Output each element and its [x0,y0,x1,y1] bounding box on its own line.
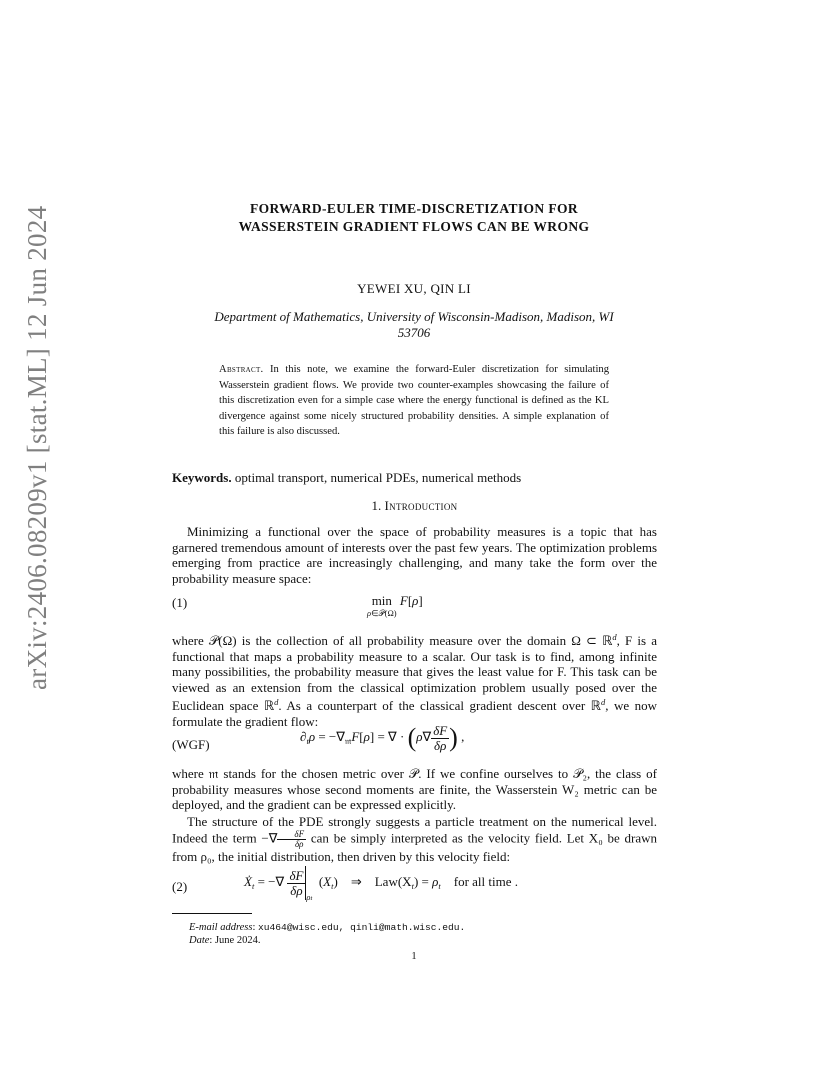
equation-wgf-label: (WGF) [172,737,210,752]
paragraph-2-part-d: , we now formulate the gradient flow: [172,698,658,729]
footnote-email-label: E-mail address [189,922,253,933]
section-title: Introduction [384,498,458,513]
equation-2-for-all-time: for all time . [453,873,518,889]
keywords-label: Keywords. [172,470,232,485]
keywords-text: optimal transport, numerical PDEs, numerical methods [234,470,522,485]
paragraph-2-part-a: where 𝒫(Ω) is the collection of all probability measure over the domain Ω ⊂ ℝ [172,633,613,648]
section-heading [172,498,657,514]
equation-2-law: Law(X [374,873,412,889]
footnote-email: E-mail address: xu464@wisc.edu, qinli@math.wisc.edu. [189,922,466,933]
title-line-2: WASSERSTEIN GRADIENT FLOWS CAN BE WRONG [238,219,590,234]
keywords [172,470,657,486]
section-number: 1. [371,498,382,513]
equation-1-label: (1) [172,595,188,610]
affiliation-line-1: Department of Mathematics, University of Wisconsin-Madison, Madison, WI [214,309,614,324]
paragraph-4-part-a: The structure of the PDE strongly suggests a particle treatment on the numerical level. Indeed the term −∇ [172,814,657,846]
abstract-heading: Abstract. [219,364,264,375]
equation-2: Ẋ$_t$ = −∇ $\frac{\delta F}{\delta\rho}$ $_{\rho t}$ $(X_t)$ ⇒ $Law(X_t) = \rho_t$ for all time . [244,867,518,902]
authors: YEWEI XU, QIN LI [357,281,471,296]
equation-2-label: (2) [172,879,188,894]
page-number: 1 [411,951,417,962]
equation-1: min ρ∈𝒫(Ω) F[ρ] [367,593,423,618]
affiliation [172,309,656,341]
paragraph-2-part-c: . As a counterpart of the classical gradient descent over ℝ [278,698,601,714]
footnote-date: Date: June 2024. [189,935,261,946]
arxiv-stamp: arXiv:2406.08209v1 [stat.ML] 12 Jun 2024 [22,205,52,690]
paragraph-4-part-b: can be simply interpreted as the velocity field. Let X₀ be drawn from ρ₀, the initial distribution, then driven by this velocity field: [172,830,658,864]
equation-wgf: $\partial_t\rho = -\nabla_𝔪F[\rho]$ = ∇ · (ρ∇ $\frac{\delta F}{\delta\rho}$ ) , [300,722,465,753]
paragraph-4: The structure of the PDE strongly suggests a particle treatment on the numerical level. Indeed the term −∇ $\frac{\delta F}{\delta\rho}$ can be simply interpreted as the velocity field. Let X₀ be drawn from ρ₀, the initial distribution, then driven by this velocity field: [172,814,658,864]
title-line-1: FORWARD-EULER TIME-DISCRETIZATION FOR [249,201,579,216]
footnote-date-value: June 2024. [214,935,261,946]
abstract-text: In this note, we examine the forward-Euler discretization for simulating Wasserstein gradient flows. We provide two counter-examples showcasing the failure of this discretization even for a simple case where the energy functional is defined as the KL divergence against some nicely structured probability densities. A simple explanation of this failure is also discussed. [219,364,609,438]
paper-title [172,200,656,236]
footnote-rule [172,913,252,914]
affiliation-line-2: 53706 [397,325,431,340]
paragraph-1: Minimizing a functional over the space of probability measures is a topic that has garnered tremendous amount of interests over the past few years. The optimization problems emerging from practice are increasingly challenging, and many take the form over the probability measure space: [172,524,657,586]
abstract [219,362,609,440]
paragraph-2: where 𝒫(Ω) is the collection of all probability measure over the domain Ω ⊂ ℝ$^d$, F is a functional that maps a probability measure to a scalar. Our task is to find, among infinite many possibilities, the probability measure that gives the least value for F. This task can be viewed as an extension from the classical optimization problem usually posed over the Euclidean space ℝ$^d$. As a counterpart of the classical gradient descent over ℝ$^d$, we now formulate the gradient flow: [172,632,658,729]
paragraph-2-part-b: , F is a functional that maps a probability measure to a scalar. Our task is to find, among infinite many possibilities, the probability measure that gives the least value for F. This task can be viewed as an extension from the classical optimization problem usually posed over the Euclidean space ℝ [172,633,657,714]
footnote-email-value: xu464@wisc.edu, qinli@math.wisc.edu. [258,922,466,933]
footnote-date-label: Date [189,935,210,946]
paragraph-3: where 𝔪 stands for the chosen metric over 𝒫. If we confine ourselves to 𝒫₂, the class of probability measures whose second moments are finite, the Wasserstein W₂ metric can be deployed, and the gradient can be expressed explicitly. [172,766,657,813]
